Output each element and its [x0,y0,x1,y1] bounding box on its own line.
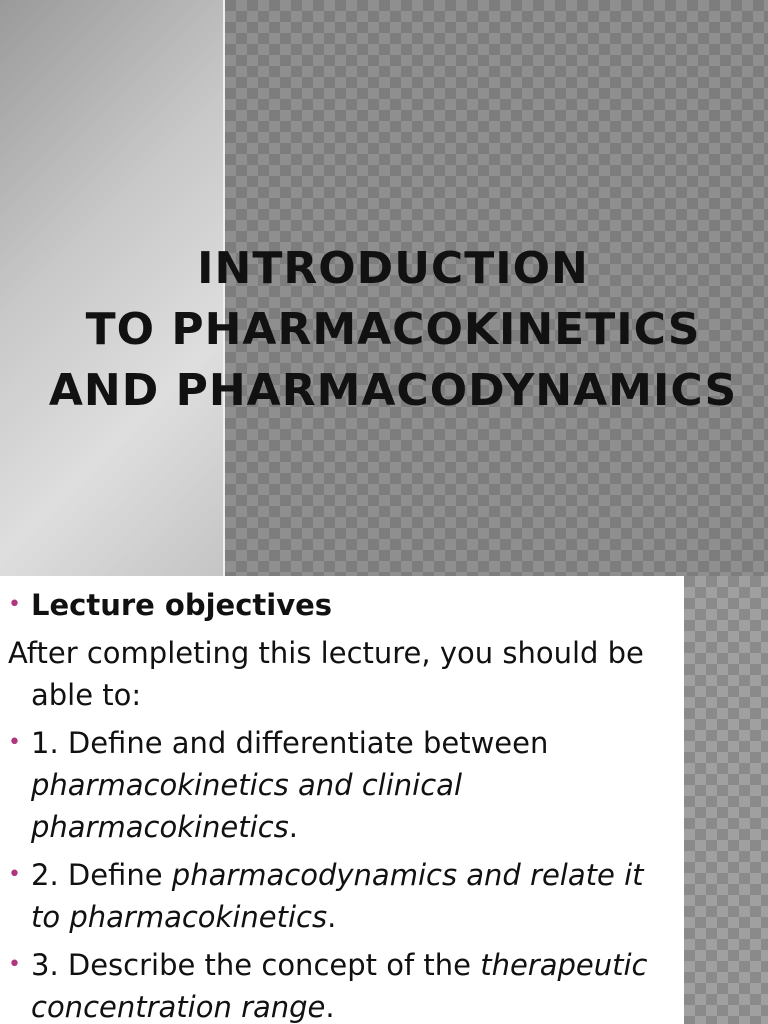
title-line-2: TO PHARMACOKINETICS [85,304,701,355]
objective-2-text: 2. Define [31,858,172,892]
bullet-icon: • [8,592,21,617]
objectives-content [8,584,678,1024]
slide-title [40,238,746,421]
heading-item [8,584,678,626]
bullet-icon: • [8,730,21,755]
objectives-heading: Lecture objectives [31,588,333,622]
bullet-icon: • [8,952,21,977]
side-pattern-strip [684,576,768,1024]
objective-2-tail: . [327,900,337,934]
objective-item-2 [8,854,678,938]
objective-3-tail: . [325,990,335,1024]
intro-paragraph: After completing this lecture, you should be able to: [8,636,644,712]
bullet-icon: • [8,862,21,887]
title-line-3: AND PHARMACODYNAMICS [48,365,738,416]
title-line-1: INTRODUCTION [197,243,589,294]
objective-item-3 [8,944,678,1024]
objective-1-italic: pharmacokinetics and clinical pharmacokinetics [31,768,463,844]
objective-item-1 [8,722,678,848]
objective-2-italic: pharmacodynamics and relate it to pharmacokinetics [31,858,644,934]
objective-1-tail: . [288,810,298,844]
objectives-slide [0,576,768,1024]
objective-3-italic: therapeutic concentration range [31,948,648,1024]
objective-3-text: 3. Describe the concept of the [31,948,481,982]
objective-1-text: 1. Define and differentiate between [31,726,549,760]
